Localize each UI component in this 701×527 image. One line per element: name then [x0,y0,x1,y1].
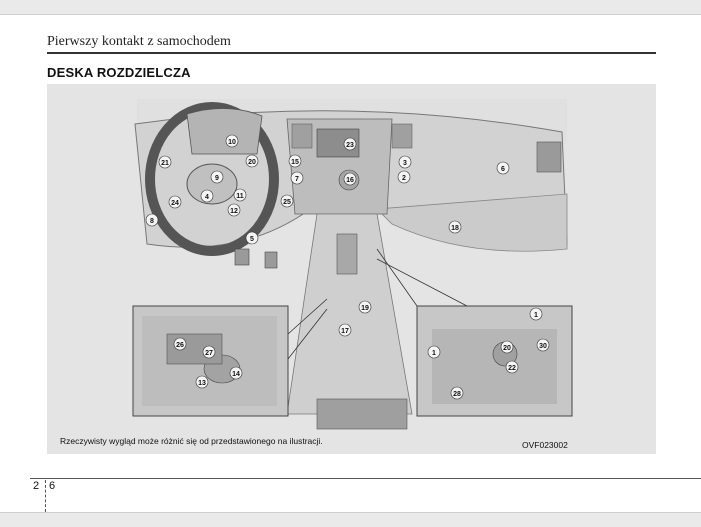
page-number: 6 [49,480,56,492]
svg-text:27: 27 [205,350,213,357]
callout-2 [398,171,410,183]
svg-text:11: 11 [236,193,244,200]
svg-text:9: 9 [215,175,219,182]
callout-1b [428,346,440,358]
svg-text:12: 12 [230,208,238,215]
svg-text:1: 1 [534,312,538,319]
svg-text:24: 24 [171,200,179,207]
callout-7 [291,172,303,184]
callout-5 [246,232,258,244]
chapter-number: 2 [33,480,40,492]
svg-text:17: 17 [341,328,349,335]
svg-text:20: 20 [248,159,256,166]
footer-rule [30,478,701,479]
callout-10 [226,135,238,147]
callout-16 [344,173,356,185]
callout-23 [344,138,356,150]
svg-text:23: 23 [346,142,354,149]
section-title: DESKA ROZDZIELCZA [47,65,191,80]
svg-text:25: 25 [283,199,291,206]
callout-19 [359,301,371,313]
callout-9 [211,171,223,183]
callout-20 [246,155,258,167]
callout-20b [501,341,513,353]
svg-text:7: 7 [295,176,299,183]
callout-12 [228,204,240,216]
svg-text:26: 26 [176,342,184,349]
callout-1a [530,308,542,320]
figure-code: OVF023002 [522,440,568,450]
chapter-title: Pierwszy kontakt z samochodem [47,34,231,49]
svg-text:2: 2 [402,175,406,182]
callout-18 [449,221,461,233]
callout-25 [281,195,293,207]
callout-14 [230,367,242,379]
svg-text:1: 1 [432,350,436,357]
callout-13 [196,376,208,388]
svg-text:21: 21 [161,160,169,167]
svg-text:4: 4 [205,194,209,201]
callout-26 [174,338,186,350]
svg-text:10: 10 [228,139,236,146]
svg-text:19: 19 [361,305,369,312]
svg-text:15: 15 [291,159,299,166]
svg-text:28: 28 [453,391,461,398]
callout-27 [203,346,215,358]
callout-8 [146,214,158,226]
callout-6 [497,162,509,174]
callout-30 [537,339,549,351]
svg-text:30: 30 [539,343,547,350]
figure-caption: Rzeczywisty wygląd może różnić się od przedstawionego na ilustracji. [60,436,323,446]
callout-24 [169,196,181,208]
callout-21 [159,156,171,168]
svg-text:13: 13 [198,380,206,387]
callout-28 [451,387,463,399]
callout-3 [399,156,411,168]
svg-text:14: 14 [232,371,240,378]
svg-text:6: 6 [501,166,505,173]
callout-15 [289,155,301,167]
svg-text:5: 5 [250,236,254,243]
svg-text:8: 8 [150,218,154,225]
page-number-divider [45,480,46,512]
bottom-strip [0,512,701,527]
svg-text:3: 3 [403,160,407,167]
svg-text:18: 18 [451,225,459,232]
dashboard-illustration [47,84,656,454]
svg-text:20: 20 [503,345,511,352]
chapter-rule [47,52,656,54]
callout-11 [234,189,246,201]
callout-4 [201,190,213,202]
svg-text:22: 22 [508,365,516,372]
top-strip [0,0,701,15]
svg-text:16: 16 [346,177,354,184]
callout-22 [506,361,518,373]
callout-17 [339,324,351,336]
